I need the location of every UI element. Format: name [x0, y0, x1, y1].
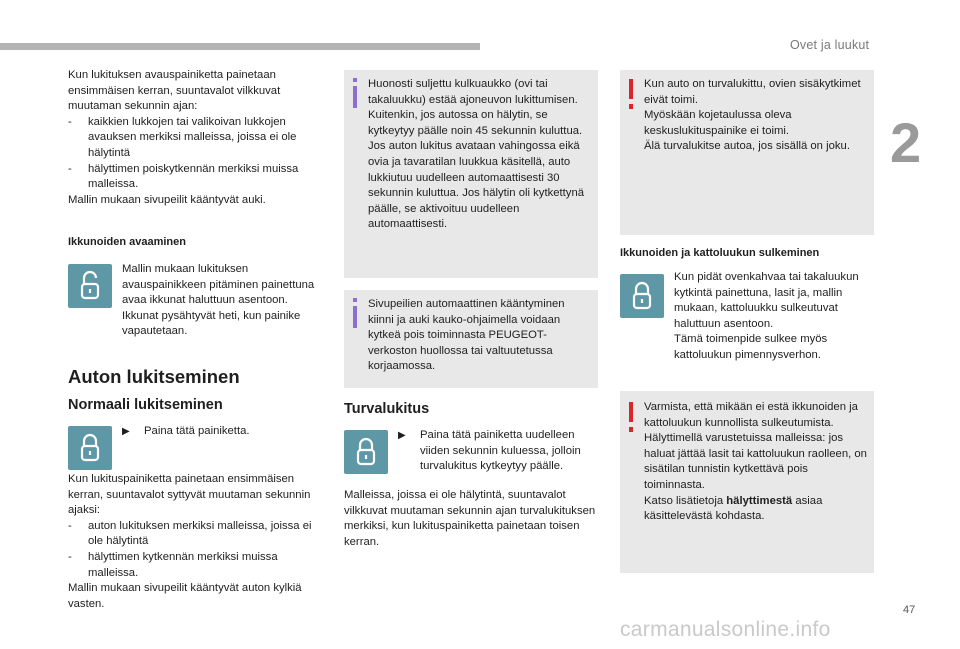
list-item: [68, 550, 324, 581]
chapter-number: 2: [890, 111, 922, 174]
warning-icon: [628, 79, 634, 109]
normal-press-text: Paina tätä painiketta.: [144, 425, 250, 437]
info-box-deadlock: [344, 70, 598, 278]
warning-paragraph: Kun auto on turvalukittu, ovien sisäkytkimet eivät toimi.: [644, 78, 861, 106]
warning-paragraph: Myöskään kojetaulussa oleva keskuslukituspainike ei toimi.: [644, 109, 792, 137]
info-paragraph: Huonosti suljettu kulkuaukko (ovi tai takaluukku) estää ajoneuvon lukittumisen. Kuitenkin, jos autossa on hälytin, se kytkeytyy päälle noin 45 sekunnin kuluttua.: [368, 78, 583, 137]
lock-button-icon: [344, 430, 388, 474]
unlock-intro-text: Kun lukituksen avauspainiketta painetaan ensimmäisen kerran, suuntavalot vilkkuvat muutaman sekunnin ajan:: [68, 69, 281, 113]
see-also-link[interactable]: hälyttimestä: [726, 494, 793, 507]
padlock-icon: [620, 274, 664, 318]
windows-open-text: [122, 262, 320, 340]
dash-icon: -: [68, 162, 72, 175]
lock-button-icon: [620, 274, 664, 318]
dash-icon: -: [68, 519, 72, 532]
locking-title: Auton lukitseminen: [68, 366, 240, 387]
info-box-mirrors: [344, 290, 598, 388]
info-icon: [352, 298, 358, 328]
normal-locking-text: [68, 472, 324, 612]
deadlock-press-text: Paina tätä painiketta uudelleen viiden sekunnin kuluessa, jolloin turvalukitus kytkeytyy päälle.: [420, 429, 581, 473]
list-item-text: hälyttimen poiskytkennän merkiksi muissa malleissa.: [88, 162, 299, 191]
list-item: [68, 162, 324, 193]
windows-close-text: [674, 270, 874, 364]
normal-locking-intro: Kun lukituspainiketta painetaan ensimmäisen kerran, suuntavalot syttyvät muutaman sekunnin ajaksi:: [68, 473, 311, 517]
list-item-text: kaikkien lukkojen tai valikoivan lukkojen avauksen merkiksi malleissa, joissa ei ole hälytintä: [88, 115, 297, 159]
info-icon: [352, 78, 358, 108]
see-also-prefix: Katso lisätietoja: [644, 494, 724, 507]
windows-close-paragraph: Tämä toimenpide sulkee myös kattoluukun pimennysverhon.: [674, 333, 828, 361]
warning-paragraph: Hälyttimellä varustetuissa malleissa: jos haluat jättää lasit tai kattoluukun raolleen, on sisätilan tunnistin kytkettävä pois toiminnasta.: [644, 432, 867, 491]
windows-close-heading: Ikkunoiden ja kattoluukun sulkeminen: [620, 247, 820, 259]
deadlock-note: Malleissa, joissa ei ole hälytintä, suuntavalot vilkkuvat muutaman sekunnin ajan turvalukituksen merkiksi, kun lukituspainiketta painetaan toisen kerran.: [344, 489, 596, 548]
page-number: 47: [903, 604, 916, 616]
deadlock-title: Turvalukitus: [344, 401, 430, 417]
info-paragraph: Jos auton lukitus avataan vahingossa eikä ovia ja tavaratilan luukkua käsitellä, auto lukkiutuu uudelleen automaattisesti 30 sekunnin kuluttua. Jos hälytin oli kytkettynä päälle, se aktivoituu uudelleen automaattisesti.: [368, 140, 585, 231]
warning-paragraph: [644, 494, 870, 525]
list-item: [68, 519, 324, 550]
see-also-suffix: asiaa käsittelevästä kohdasta.: [644, 494, 823, 523]
warning-paragraph: Varmista, että mikään ei estä ikkunoiden ja kattoluukun kunnollista sulkeutumista.: [644, 401, 858, 429]
deadlock-press-instruction: [398, 428, 598, 475]
watermark: carmanualsonline.info: [620, 618, 831, 641]
unlock-intro: [68, 68, 324, 208]
normal-locking-end: Mallin mukaan sivupeilit kääntyvät auton kylkiä vasten.: [68, 582, 302, 610]
warning-box-windows: [620, 391, 874, 573]
warning-icon: [628, 402, 634, 432]
windows-open-paragraph: Ikkunat pysähtyvät heti, kun painike vapautetaan.: [122, 309, 301, 338]
warning-paragraph: Älä turvalukitse autoa, jos sisällä on joku.: [644, 140, 850, 153]
windows-open-heading: Ikkunoiden avaaminen: [68, 236, 186, 248]
list-item-text: auton lukituksen merkiksi malleissa, joissa ei ole hälytintä: [88, 519, 312, 548]
unlock-intro-end: Mallin mukaan sivupeilit kääntyvät auki.: [68, 193, 266, 206]
dash-icon: -: [68, 115, 72, 128]
normal-locking-title: Normaali lukitseminen: [68, 397, 223, 413]
list-item: [68, 115, 324, 162]
open-padlock-icon: [68, 264, 112, 308]
padlock-icon: [68, 426, 112, 470]
normal-press-instruction: [122, 424, 318, 440]
header-rule: [0, 43, 480, 50]
windows-open-paragraph: Mallin mukaan lukituksen avauspainikkeen pitäminen painettuna avaa ikkunat haluttuun asentoon.: [122, 263, 315, 307]
bullet-arrow-icon: ▶: [398, 430, 406, 441]
bullet-arrow-icon: ▶: [122, 426, 130, 437]
windows-close-paragraph: Kun pidät ovenkahvaa tai takaluukun kytkintä painettuna, lasit ja, mallin mukaan, kattoluukku sulkeutuvat haluttuun asentoon.: [674, 271, 859, 330]
section-title: Ovet ja luukut: [790, 38, 870, 52]
dash-icon: -: [68, 550, 72, 563]
unlock-button-icon: [68, 264, 112, 308]
lock-button-icon: [68, 426, 112, 470]
list-item-text: hälyttimen kytkennän merkiksi muissa malleissa.: [88, 550, 278, 579]
padlock-icon: [344, 430, 388, 474]
info-paragraph: Sivupeilien automaattinen kääntyminen kiinni ja auki kauko-ohjaimella voidaan kytkeä pois toiminnasta PEUGEOT-verkoston huollossa tai valtuutetussa korjaamossa.: [368, 298, 565, 373]
warning-box-deadlock: [620, 70, 874, 235]
